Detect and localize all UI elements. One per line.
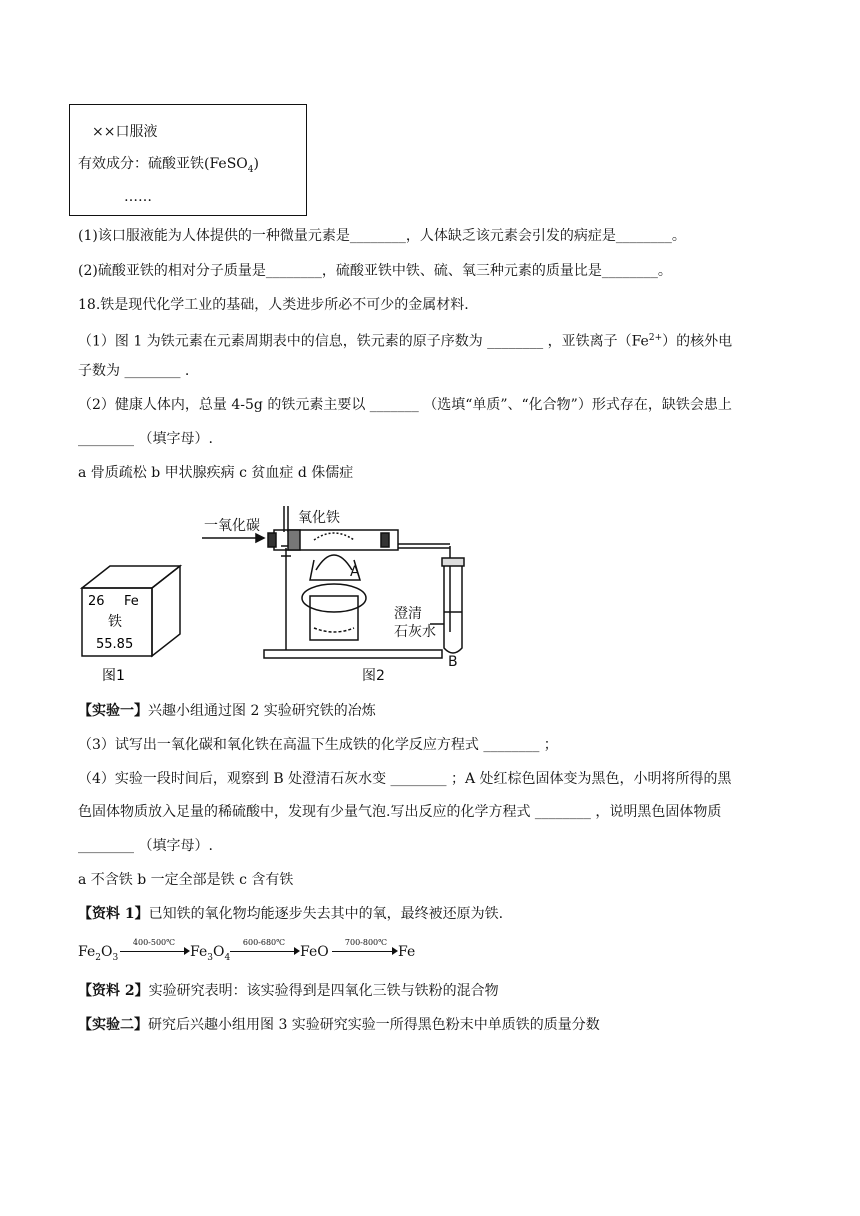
- fig1-mass: 55.85: [96, 637, 134, 652]
- condition-3: 700-800℃: [344, 938, 388, 947]
- exp1-part3: （3）试写出一氧化碳和氧化铁在高温下生成铁的化学反应方程式 ________ ；: [78, 737, 558, 753]
- exp1-options: a 不含铁 b 一定全部是铁 c 含有铁: [78, 872, 294, 888]
- fig1-symbol: Fe: [124, 594, 139, 609]
- q18-part1-line2: 子数为 ________ .: [78, 363, 190, 379]
- label-ingredient: 有效成分：硫酸亚铁(FeSO$_4$): [78, 156, 259, 175]
- formula-fe: Fe: [398, 944, 416, 960]
- figure1-element-cube: [82, 566, 180, 684]
- q18-part1-line1: （1）图 1 为铁元素在元素周期表中的信息，铁元素的原子序数为 ________ ，亚铁离子$(Fe^{2+})$的核外电: [78, 333, 733, 350]
- condition-2: 600-680℃: [242, 938, 286, 947]
- formula-feo: FeO: [300, 944, 329, 960]
- exp1-part4-line1: （4）实验一段时间后，观察到 B 处澄清石灰水变 ________ ；A 处红棕色固体变为黑色，小明将所得的黑: [78, 771, 732, 787]
- fig2-caption: 图2: [362, 668, 385, 684]
- formula-fe3o4: $Fe_3O_4$: [190, 944, 231, 963]
- ref1-heading: 【资料 1】已知铁的氧化物均能逐步失去其中的氧，最终被还原为铁.: [78, 906, 504, 922]
- experiment-figure: [78, 500, 488, 690]
- label-co: 一氧化碳: [204, 518, 260, 534]
- condition-1: 400-500℃: [132, 938, 176, 947]
- fig1-name: 铁: [108, 614, 122, 630]
- medicine-label-box: [69, 104, 307, 216]
- label-lime-1: 澄清: [394, 606, 422, 622]
- q18-intro: 18.铁是现代化学工业的基础，人类进步所必不可少的金属材料.: [78, 297, 469, 313]
- q18-part2-line2: ________ （填字母）.: [78, 431, 213, 447]
- label-title: ××口服液: [92, 124, 158, 140]
- label-b: B: [448, 654, 458, 670]
- label-lime-2: 石灰水: [394, 624, 436, 640]
- ref2-heading: 【资料 2】实验研究表明：该实验得到是四氧化三铁与铁粉的混合物: [78, 983, 499, 999]
- label-a: A: [350, 564, 360, 580]
- q17-part1: (1)该口服液能为人体提供的一种微量元素是________，人体缺乏该元素会引发的病症是________。: [78, 228, 686, 244]
- formula-fe2o3: $Fe_2O_3$: [78, 944, 119, 963]
- arrow-3: [332, 951, 394, 952]
- label-fe2o3: 氧化铁: [298, 510, 340, 526]
- fig1-caption: 图1: [102, 668, 125, 684]
- exp1-heading: 【实验一】兴趣小组通过图 2 实验研究铁的冶炼: [78, 703, 376, 719]
- iron-reduction-scheme: [78, 934, 478, 968]
- fig1-atomic-number: 26: [88, 594, 105, 609]
- q17-part2: (2)硫酸亚铁的相对分子质量是________，硫酸亚铁中铁、硫、氧三种元素的质量比是________。: [78, 263, 672, 279]
- arrow-1: [120, 951, 186, 952]
- q18-part2-line1: （2）健康人体内，总量 4-5g 的铁元素主要以 _______ （选填“单质”、“化合物”）形式存在，缺铁会患上: [78, 397, 732, 413]
- exp2-heading: 【实验二】研究后兴趣小组用图 3 实验研究实验一所得黑色粉末中单质铁的质量分数: [78, 1017, 600, 1033]
- label-ellipsis: ……: [124, 189, 152, 205]
- arrow-2: [230, 951, 296, 952]
- exp1-part4-line3: ________ （填字母）.: [78, 838, 213, 854]
- q18-options: a 骨质疏松 b 甲状腺疾病 c 贫血症 d 侏儒症: [78, 465, 354, 481]
- exp1-part4-line2: 色固体物质放入足量的稀硫酸中，发现有少量气泡.写出反应的化学方程式 ________ ，说明黑色固体物质: [78, 804, 722, 820]
